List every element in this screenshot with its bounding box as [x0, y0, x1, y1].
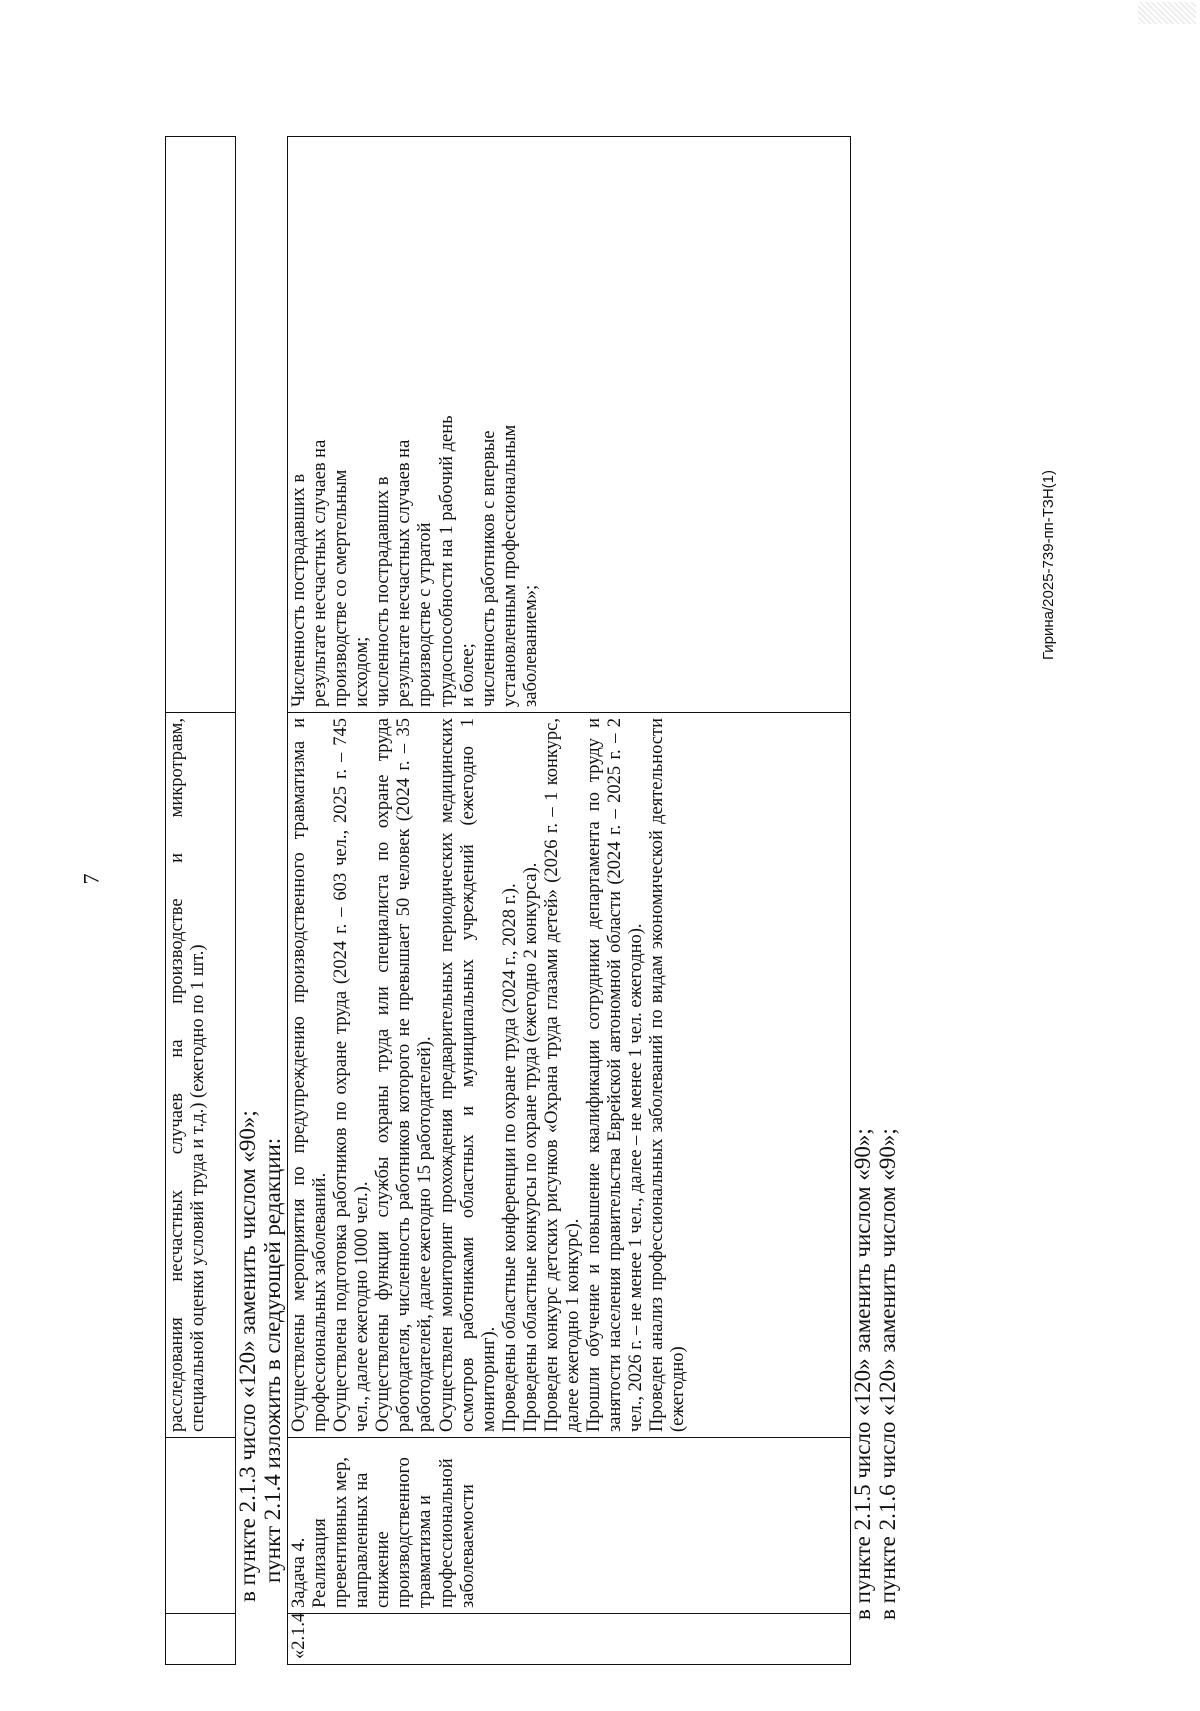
- top-result-cell: [166, 713, 236, 1438]
- row-number-cell: [288, 1614, 851, 1665]
- top-table-fragment: [165, 136, 236, 1665]
- indicator-line: и более;: [457, 643, 478, 707]
- table-row-2-1-4: [287, 136, 851, 1665]
- result-paragraph: Проведен анализ профессиональных заболеваний по видам экономической деятельности (ежегодно): [647, 718, 689, 1432]
- indicator-line: Численность пострадавших в: [289, 473, 309, 707]
- page-number: 7: [78, 873, 104, 885]
- task-line: направленных на: [352, 1472, 373, 1608]
- task-line: Задача 4.: [289, 1537, 309, 1608]
- instruction-2-1-6: в пункте 2.1.6 число «120» заменить числом «90»;: [875, 1128, 900, 1620]
- result-paragraph: Прошли обучение и повышение квалификации сотрудники департамента по труду и занятости населения правительства Еврейской автономной области (2024 г. – 2025 г. – 2 чел., 2026 г. – не менее 1 чел., далее – не менее 1 чел. ежегодно).: [584, 718, 647, 1432]
- indicator-line: установленным профессиональным: [499, 424, 520, 707]
- indicator-line: производстве с утратой: [415, 522, 436, 707]
- result-paragraph: Проведены областные конференции по охране труда (2024 г., 2028 г.).: [499, 883, 520, 1432]
- indicator-line: производстве со смертельным: [331, 469, 352, 707]
- task-line: профессиональной: [436, 1458, 457, 1608]
- indicator-line: численность работников с впервые: [478, 430, 499, 707]
- task-line: заболеваемости: [457, 1484, 478, 1608]
- result-paragraph: Осуществлены функции службы охраны труда или специалиста по охране труда работодателя, численность работников которого не превышает 50 человек (2024 г. – 35 работодателей, далее ежегодно 15 работодателей).: [373, 718, 436, 1432]
- task-line: производственного: [394, 1457, 415, 1608]
- task-line: травматизма и: [415, 1495, 436, 1608]
- result-paragraph: Осуществлена подготовка работников по охране труда (2024 г. – 603 чел., 2025 г. – 745 чел., далее ежегодно 1000 чел.).: [331, 718, 373, 1432]
- indicators-cell: [288, 137, 851, 713]
- rotated-content: [165, 105, 900, 1665]
- row-number: «2.1.4: [289, 1612, 309, 1659]
- document-code: Гирина/2025-739-пп-ТЗН(1): [1040, 469, 1057, 660]
- top-empty-number-cell: [166, 1614, 236, 1665]
- task-line: снижение: [373, 1531, 394, 1608]
- indicator-line: численность пострадавших в: [373, 476, 394, 707]
- top-empty-indicator-cell: [166, 137, 236, 713]
- scan-stamp-mark: [1138, 2, 1196, 24]
- instruction-2-1-4: пункт 2.1.4 изложить в следующей редакции:: [260, 1137, 285, 1583]
- top-result-line-1: расследования несчастных случаев на производстве и микротравм,: [167, 718, 187, 1432]
- instruction-2-1-5: в пункте 2.1.5 число «120» заменить числом «90»;: [850, 1128, 875, 1620]
- task-cell: [288, 1438, 851, 1614]
- indicator-line: заболеванием»;: [520, 584, 541, 707]
- task-line: Реализация: [310, 1518, 331, 1608]
- indicator-line: исходом;: [352, 636, 373, 707]
- indicator-line: результате несчастных случаев на: [394, 439, 415, 707]
- top-result-line-2: специальной оценки условий труда и т.д.) (ежегодно по 1 шт.): [188, 944, 209, 1432]
- top-empty-task-cell: [166, 1438, 236, 1614]
- results-cell: [288, 713, 851, 1438]
- result-paragraph: Проведены областные конкурсы по охране труда (ежегодно 2 конкурса).: [520, 862, 541, 1432]
- result-paragraph: Осуществлены мероприятия по предупреждению производственного травматизма и профессиональных заболеваний.: [289, 718, 331, 1432]
- indicator-line: результате несчастных случаев на: [310, 439, 331, 707]
- result-paragraph: Осуществлен мониторинг прохождения предварительных периодических медицинских осмотров работниками областных и муниципальных учреждений (ежегодно 1 мониторинг).: [436, 718, 499, 1432]
- task-line: превентивных мер,: [331, 1457, 352, 1608]
- indicator-line: трудоспособности на 1 рабочий день: [436, 415, 457, 707]
- result-paragraph: Проведен конкурс детских рисунков «Охрана труда глазами детей» (2026 г. – 1 конкурс, далее ежегодно 1 конкурс).: [541, 718, 584, 1432]
- instruction-2-1-3: в пункте 2.1.3 число «120» заменить числом «90»;: [235, 1110, 260, 1602]
